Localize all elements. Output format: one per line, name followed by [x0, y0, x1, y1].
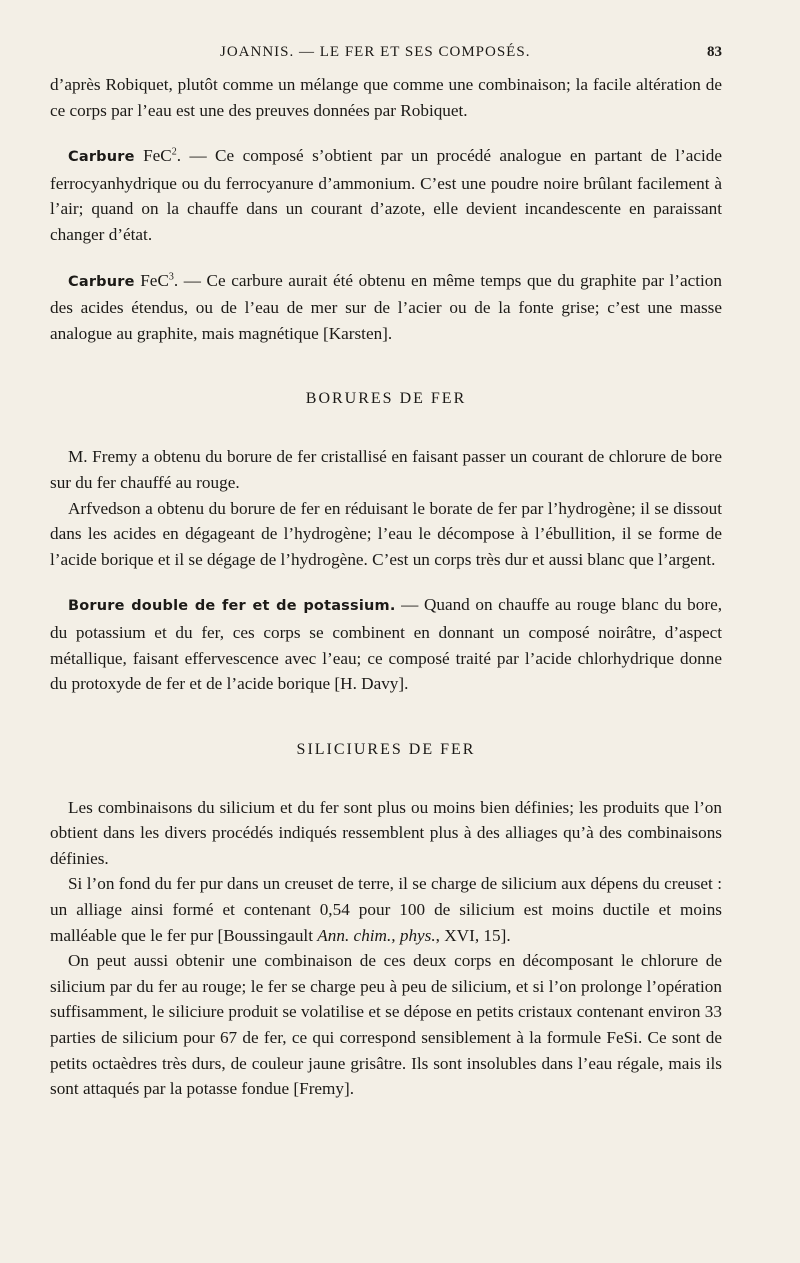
paragraph-robiquet: d’après Robiquet, plutôt comme un mélange que comme une combinaison; la facile altération de ce corps par l’eau est une des preuves données par Robiquet.	[50, 75, 722, 120]
section-heading-siliciures: SILICIURES DE FER	[296, 740, 476, 758]
entry-label: Carbure	[68, 149, 135, 166]
entry-label: Carbure	[68, 273, 135, 290]
formula-subscript: 2	[171, 146, 177, 158]
formula-subscript: 3	[168, 270, 174, 282]
citation-tail: , XVI, 15].	[435, 925, 511, 945]
paragraph-fremy-borure: M. Fremy a obtenu du borure de fer cristallisé en faisant passer un courant de chlorure de bore sur du fer chauffé au rouge.	[50, 447, 722, 492]
section-heading-borures: BORURES DE FER	[305, 390, 467, 408]
paragraph-text: . — Ce carbure aurait été obtenu en même temps que du graphite par l’action des acides étendus, ou de l’eau de mer sur de l’acier ou de la fonte grise; c’est une masse analogue au graphite, mais magnétique [Karsten].	[50, 270, 722, 343]
page-number: 83	[707, 44, 722, 60]
entry-label: Borure double de fer et de potassium.	[68, 598, 396, 615]
paragraph-carbure-fec2	[50, 143, 722, 247]
running-title: JOANNIS. — LE FER ET SES COMPOSÉS.	[220, 44, 531, 60]
paragraph-chlorure-silicium: On peut aussi obtenir une combinaison de ces deux corps en décomposant le chlorure de silicium par du fer au rouge; le fer se charge peu à peu de silicium, et si l’on prolonge l’opération suffisamment, le siliciure produit se volatilise et se dépose en petits cristaux contenant environ 33 parties de silicium pour 67 de fer, ce qui correspond sensiblement à la formule FeSi. Ce sont de petits octaèdres très durs, de couleur jaune grisâtre. Ils sont insolubles dans l’eau régale, mais ils sont attaqués par la potasse fondue [Fremy].	[50, 951, 722, 1099]
paragraph-text: . — Ce composé s’obtient par un procédé analogue en partant de l’acide ferrocyanhydrique ou du ferrocyanure d’ammonium. C’est une poudre noire brûlant facilement à l’air; quand on la chauffe dans un courant d’azote, elle devient incandescente en paraissant changer d’état.	[50, 146, 722, 244]
running-header	[50, 38, 722, 64]
paragraph-borure-double	[50, 592, 722, 696]
formula: FeC	[143, 146, 172, 166]
formula: FeC	[140, 270, 169, 290]
paragraph-combinaisons: Les combinaisons du silicium et du fer sont plus ou moins bien définies; les produits que l’on obtient dans les divers procédés indiqués ressemblent plus à des alliages qu’à des combinaisons définies.	[50, 797, 722, 868]
paragraph-carbure-fec3	[50, 268, 722, 347]
document-page	[50, 38, 722, 1102]
paragraph-creuset	[50, 871, 722, 948]
paragraph-text: Si l’on fond du fer pur dans un creuset de terre, il se charge de silicium aux dépens du creuset : un alliage ainsi formé et contenant 0,54 pour 100 de silicium est moins ductile et moins malléable que le fer pur [Boussingault	[50, 874, 722, 945]
journal-citation: Ann. chim., phys.	[317, 925, 436, 945]
paragraph-arfvedson: Arfvedson a obtenu du borure de fer en réduisant le borate de fer par l’hydrogène; il se dissout dans les acides en dégageant de l’hydrogène; l’eau le décompose à l’ébullition, il se forme de l’acide borique et il se dégage de l’hydrogène. C’est un corps très dur et aussi blanc que l’argent.	[50, 498, 722, 569]
paragraph-text: — Quand on chauffe au rouge blanc du bore, du potassium et du fer, ces corps se combinent en donnant un composé noirâtre, d’aspect métallique, faisant effervescence avec l’eau; ce composé traité par l’acide chlorhydrique donne du protoxyde de fer et de l’acide borique [H. Davy].	[50, 595, 722, 694]
